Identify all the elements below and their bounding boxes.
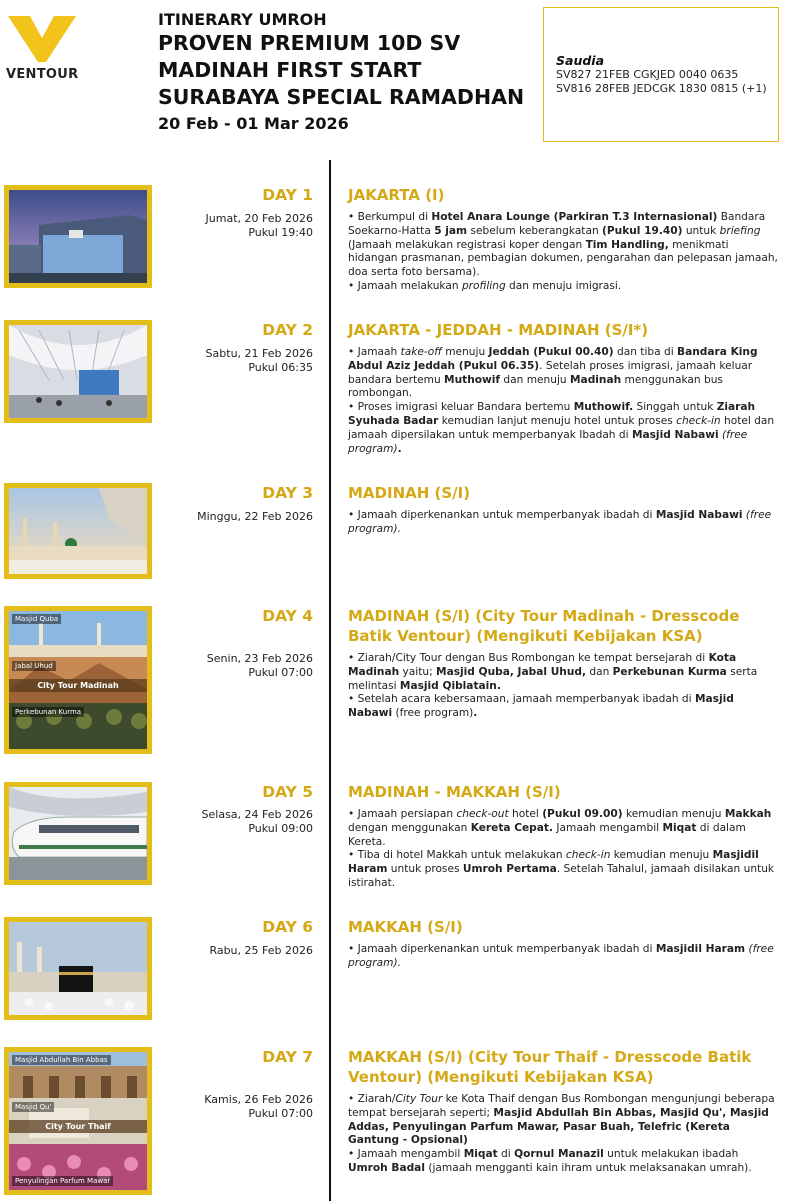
day-4-image-banner: City Tour Madinah	[9, 679, 147, 692]
haramain-train-icon	[9, 787, 147, 880]
itinerary-title-line-2: MADINAH FIRST START	[158, 58, 422, 82]
day-1-paragraph-2: • Jamaah melakukan profiling dan menuju imigrasi.	[348, 279, 622, 292]
itinerary-kicker: ITINERARY UMROH	[158, 10, 327, 29]
day-5-title: MADINAH - MAKKAH (S/I)	[348, 783, 561, 801]
day-3-date: Minggu, 22 Feb 2026	[197, 510, 313, 523]
day-1-time: Pukul 19:40	[248, 226, 313, 239]
itinerary-title-line-3: SURABAYA SPECIAL RAMADHAN	[158, 85, 525, 109]
day-5-body	[348, 808, 780, 891]
day-6-label: DAY 6	[262, 918, 313, 936]
day-4-label: DAY 4	[262, 607, 313, 625]
day-4-time: Pukul 07:00	[248, 666, 313, 679]
airport-terminal-interior-icon	[9, 325, 147, 418]
airline-name: Saudia	[556, 53, 605, 68]
itinerary-dates: 20 Feb - 01 Mar 2026	[158, 114, 349, 133]
day-6-date: Rabu, 25 Feb 2026	[209, 944, 313, 957]
day-5-time: Pukul 09:00	[248, 822, 313, 835]
day-2-label: DAY 2	[262, 321, 313, 339]
ventour-v-logo-icon	[8, 14, 76, 64]
day-7-image-label-top: Masjid Abdullah Bin Abbas	[12, 1055, 111, 1065]
day-3-label: DAY 3	[262, 484, 313, 502]
day-7-paragraph-2: • Jamaah mengambil Miqat di Qornul Manazil untuk melakukan ibadah Umroh Badal (jamaah mengganti kain ihram untuk melaksanakan umrah).	[348, 1148, 752, 1174]
day-7-image	[4, 1047, 152, 1195]
itinerary-header	[158, 10, 538, 135]
day-7-body	[348, 1093, 780, 1176]
day-5-label: DAY 5	[262, 783, 313, 801]
day-4-image-label-bottom: Perkebunan Kurma	[12, 707, 84, 717]
itinerary-title-line-1: PROVEN PREMIUM 10D SV	[158, 31, 461, 55]
flight-segment-outbound: SV827 21FEB CGKJED 0040 0635	[556, 68, 739, 81]
brand-name: VENTOUR	[6, 67, 79, 82]
day-6-body	[348, 943, 780, 971]
day-1-paragraph-1: • Berkumpul di Hotel Anara Lounge (Parkiran T.3 Internasional) Bandara Soekarno-Hatta 5 jam sebelum keberangkatan (Pukul 19.40) untuk briefing (Jamaah melakukan registrasi koper dengan Tim Handling, menikmati hidangan prasmanan, pembagian dokumen, pengarahan dan pelepasan jamaah, doa serta foto bersama).	[348, 211, 778, 279]
day-7-title: MAKKAH (S/I) (City Tour Thaif - Dresscode Batik Ventour) (Mengikuti Kebijakan KSA)	[348, 1048, 752, 1086]
day-7-image-label-mid: Masjid Qu'	[12, 1102, 54, 1112]
ventour-logo	[6, 14, 86, 84]
masjid-nabawi-icon	[9, 488, 147, 574]
day-2-image	[4, 320, 152, 423]
day-7-image-banner: City Tour Thaif	[9, 1120, 147, 1133]
kaaba-icon	[9, 922, 147, 1015]
flight-segment-return: SV816 28FEB JEDCGK 1830 0815 (+1)	[556, 82, 767, 95]
day-3-body	[348, 509, 780, 537]
day-4-title: MADINAH (S/I) (City Tour Madinah - Dresscode Batik Ventour) (Mengikuti Kebijakan KSA)	[348, 607, 740, 645]
day-5-image	[4, 782, 152, 885]
day-5-paragraph-2: • Tiba di hotel Makkah untuk melakukan check-in kemudian menuju Masjidil Haram untuk proses Umroh Pertama. Setelah Tahalul, jamaah disilakan untuk istirahat.	[348, 849, 775, 889]
day-7-image-label-bottom: Penyulingan Parfum Mawar	[12, 1176, 113, 1186]
day-2-paragraph-1: • Jamaah take-off menuju Jeddah (Pukul 00.40) dan tiba di Bandara King Abdul Aziz Jeddah (Pukul 06.35). Setelah proses imigrasi, jamaah keluar bandara bertemu Muthowif dan menuju Madinah menggunakan bus rombongan.	[348, 346, 758, 400]
day-4-paragraph-2: • Setelah acara kebersamaan, jamaah memperbanyak ibadah di Masjid Nabawi (free program).	[348, 693, 734, 720]
day-3-title: MADINAH (S/I)	[348, 484, 471, 502]
flight-info-box	[543, 7, 779, 142]
day-2-paragraph-2: • Proses imigrasi keluar Bandara bertemu Muthowif. Singgah untuk Ziarah Syuhada Badar kemudian lanjut menuju hotel untuk proses check-in hotel dan jamaah dipersilakan untuk memperbanyak Ibadah di Masjid Nabawi (free program).	[348, 401, 775, 455]
day-3-image	[4, 483, 152, 579]
day-4-body	[348, 652, 780, 721]
day-7-label: DAY 7	[262, 1048, 313, 1066]
day-7-paragraph-1: • Ziarah/City Tour ke Kota Thaif dengan Bus Rombongan mengunjungi beberapa tempat bersejarah seperti; Masjid Abdullah Bin Abbas, Masjid Qu', Masjid Addas, Penyulingan Parfum Mawar, Pasar Buah, Telefric (Kereta Gantung - Opsional)	[348, 1093, 775, 1147]
day-1-body	[348, 211, 780, 294]
day-1-image	[4, 185, 152, 288]
day-2-title: JAKARTA - JEDDAH - MADINAH (S/I*)	[348, 321, 649, 339]
day-6-title: MAKKAH (S/I)	[348, 918, 463, 936]
airport-lounge-building-icon	[9, 190, 147, 283]
day-4-image-label-mid: Jabal Uhud	[12, 661, 56, 671]
day-7-date: Kamis, 26 Feb 2026	[204, 1093, 313, 1106]
day-1-label: DAY 1	[262, 186, 313, 204]
day-2-time: Pukul 06:35	[248, 361, 313, 374]
day-5-date: Selasa, 24 Feb 2026	[201, 808, 313, 821]
day-3-paragraph-1: • Jamaah diperkenankan untuk memperbanyak ibadah di Masjid Nabawi (free program).	[348, 509, 772, 535]
day-6-paragraph-1: • Jamaah diperkenankan untuk memperbanyak ibadah di Masjidil Haram (free program).	[348, 943, 774, 969]
day-4-image-label-top: Masjid Quba	[12, 614, 61, 624]
day-2-body	[348, 346, 780, 456]
day-4-image	[4, 606, 152, 754]
day-1-date: Jumat, 20 Feb 2026	[205, 212, 313, 225]
day-1-title: JAKARTA (I)	[348, 186, 445, 204]
day-5-paragraph-1: • Jamaah persiapan check-out hotel (Pukul 09.00) kemudian menuju Makkah dengan menggunakan Kereta Cepat. Jamaah mengambil Miqat di dalam Kereta.	[348, 808, 772, 848]
day-6-image	[4, 917, 152, 1020]
day-7-time: Pukul 07:00	[248, 1107, 313, 1120]
day-4-paragraph-1: • Ziarah/City Tour dengan Bus Rombongan ke tempat bersejarah di Kota Madinah yaitu; Masjid Quba, Jabal Uhud, dan Perkebunan Kurma serta melintasi Masjid Qiblatain.	[348, 652, 758, 692]
day-2-date: Sabtu, 21 Feb 2026	[205, 347, 313, 360]
timeline-divider	[329, 160, 331, 1201]
day-4-date: Senin, 23 Feb 2026	[206, 652, 313, 665]
